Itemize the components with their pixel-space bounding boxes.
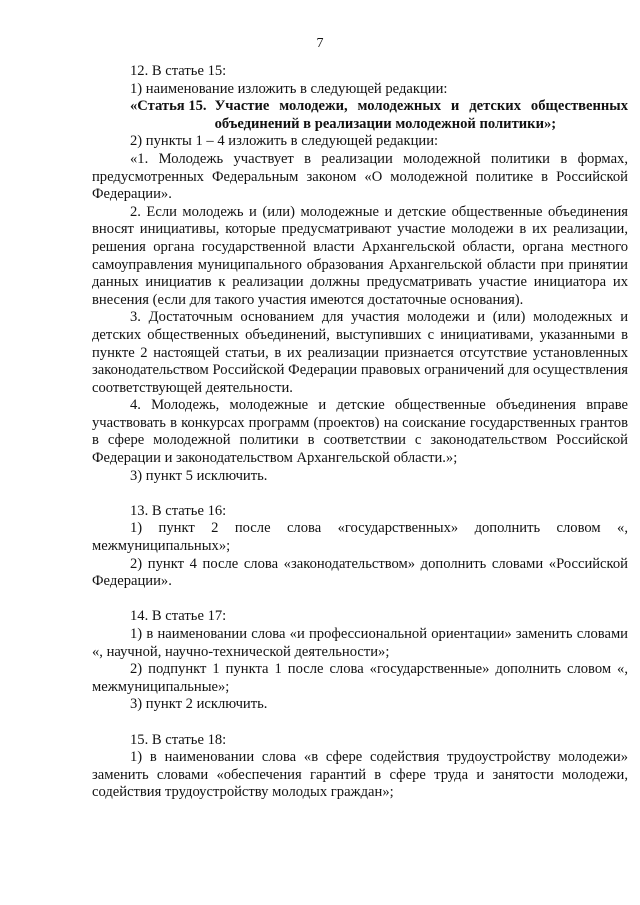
section-article-16	[92, 503, 628, 591]
list-item: 2) пункт 4 после слова «законодательством» дополнить словами «Российской Федерации».	[92, 555, 628, 590]
quoted-paragraph: 4. Молодежь, молодежные и детские общественные объединения вправе участвовать в конкурсах программ (проектов) на соискание государственных грантов в сфере молодежной политики в соответствии с законодательством Российской Федерации и законодательством Архангельской области.»;	[92, 397, 628, 467]
section-heading: 14. В статье 17:	[130, 608, 227, 625]
paragraph-spacer	[92, 485, 628, 503]
paragraph-spacer	[92, 591, 628, 609]
list-item: 1) наименование изложить в следующей редакции:	[130, 80, 448, 97]
article-heading-number: «Статья 15.	[130, 98, 207, 115]
section-article-17	[92, 608, 628, 714]
article-heading-text: Участие молодежи, молодежных и детских общественных объединений в реализации молодежной политики»;	[214, 98, 628, 132]
section-heading: 13. В статье 16:	[130, 502, 227, 519]
quoted-paragraph: «1. Молодежь участвует в реализации молодежной политики в формах, предусмотренных Федеральным законом «О молодежной политике в Российской Федерации».	[92, 150, 628, 203]
quoted-paragraph: 3. Достаточным основанием для участия молодежи и (или) молодежных и детских общественных объединений, выступивших с инициативами, указанными в пункте 2 настоящей статьи, в их реализации признается отсутствие установленных законодательством Российской Федерации правовых ограничений для осуществления соответствующей деятельности.	[92, 309, 628, 396]
section-article-18	[92, 732, 628, 802]
list-item: 2) пункты 1 – 4 изложить в следующей редакции:	[130, 133, 439, 150]
list-item: 3) пункт 2 исключить.	[130, 696, 268, 713]
section-heading: 15. В статье 18:	[130, 731, 227, 748]
page-number: 7	[316, 36, 324, 51]
quoted-paragraph: 2. Если молодежь и (или) молодежные и детские общественные объединения вносят инициативы, которые предусматривают участие молодежи в их реализации, решения органа государственной власти Архангельской области, органа местного самоуправления муниципального образования Архангельской области при принятии данных инициатив к реализации должны предусматривать участие инициатора их внесения (если для такого участия имеются достаточные основания).	[92, 203, 628, 308]
document-body	[92, 63, 628, 802]
list-item: 3) пункт 5 исключить.	[130, 467, 268, 484]
section-article-15	[92, 63, 628, 485]
list-item: 1) пункт 2 после слова «государственных» дополнить словом «, межмуниципальных»;	[92, 520, 628, 555]
paragraph-spacer	[92, 714, 628, 732]
list-item: 1) в наименовании слова «в сфере содействия трудоустройству молодежи» заменить словами «обеспечения гарантий в сфере труда и занятости молодежи, содействия трудоустройству молодых граждан»;	[92, 749, 628, 801]
list-item: 2) подпункт 1 пункта 1 после слова «государственные» дополнить словом «, межмуниципальные»;	[92, 661, 628, 695]
list-item: 1) в наименовании слова «и профессиональной ориентации» заменить словами «, научной, научно-технической деятельности»;	[92, 626, 628, 660]
article-heading	[130, 98, 628, 133]
section-heading: 12. В статье 15:	[130, 63, 227, 79]
